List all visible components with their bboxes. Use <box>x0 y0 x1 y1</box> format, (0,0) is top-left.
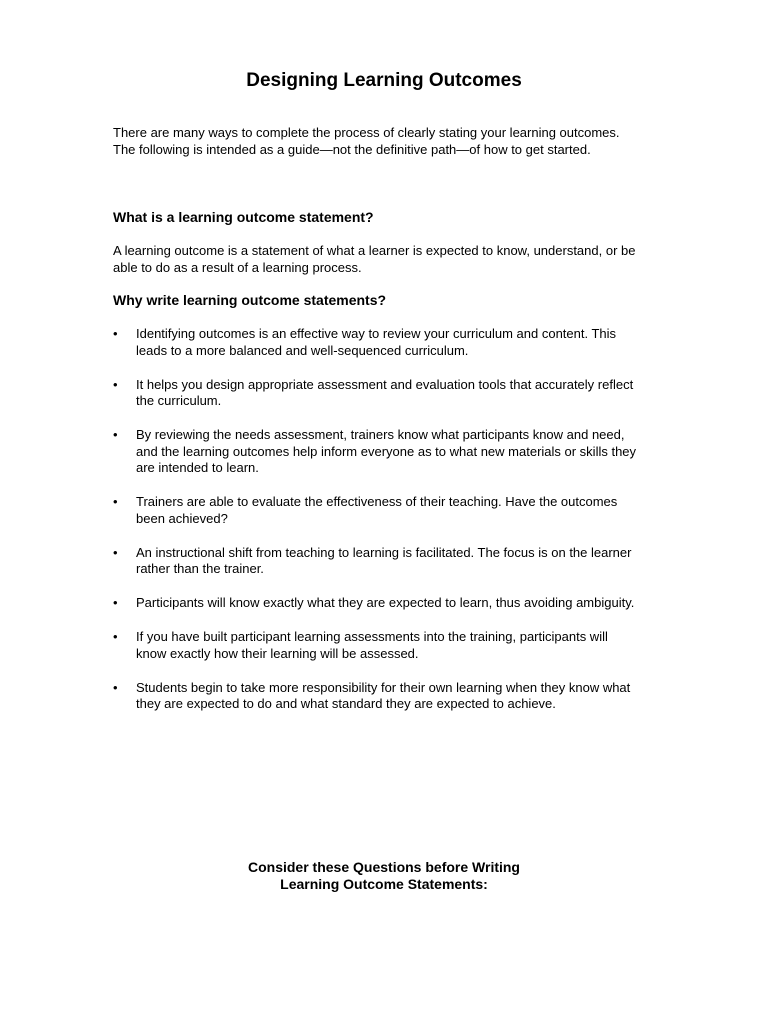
page-title: Designing Learning Outcomes <box>246 70 522 91</box>
list-item <box>113 595 673 612</box>
intro-line: The following is intended as a guide—not the definitive path—of how to get started. <box>113 142 591 157</box>
list-item-line: know exactly how their learning will be assessed. <box>136 645 419 661</box>
bullet-icon: • <box>113 679 118 695</box>
list-item <box>113 326 673 359</box>
closing-heading <box>0 859 768 893</box>
definition-line: A learning outcome is a statement of what a learner is expected to know, understand, or be <box>113 243 636 258</box>
list-item <box>113 545 673 578</box>
intro-paragraph <box>113 124 673 158</box>
bullet-icon: • <box>113 376 118 392</box>
list-item-line: If you have built participant learning assessments into the training, participants will <box>136 629 608 644</box>
section-heading-why: Why write learning outcome statements? <box>113 292 387 308</box>
list-item <box>113 629 673 662</box>
list-item-line: Students begin to take more responsibility for their own learning when they know what <box>136 679 631 695</box>
closing-heading-line: Learning Outcome Statements: <box>280 876 488 892</box>
list-item-line: they are expected to do and what standard they are expected to achieve. <box>136 696 556 711</box>
list-item-line: Trainers are able to evaluate the effectiveness of their teaching. Have the outcomes <box>136 494 618 509</box>
list-item-line: An instructional shift from teaching to learning is facilitated. The focus is on the learner <box>136 544 632 560</box>
bullet-icon: • <box>113 326 118 341</box>
list-item-line: By reviewing the needs assessment, trainers know what participants know and need, <box>136 427 625 442</box>
bullet-icon: • <box>113 629 118 644</box>
bullet-icon: • <box>113 544 118 560</box>
bullet-icon: • <box>113 595 118 610</box>
bullet-icon: • <box>113 427 118 442</box>
bullet-icon: • <box>113 494 118 509</box>
list-item-line: leads to a more balanced and well-sequenced curriculum. <box>136 342 469 358</box>
list-item <box>113 377 673 410</box>
list-item <box>113 680 673 713</box>
list-item-line: Participants will know exactly what they are expected to learn, thus avoiding ambiguity. <box>136 595 635 610</box>
definition-line: able to do as a result of a learning process. <box>113 260 362 275</box>
list-item-line: are intended to learn. <box>136 460 259 475</box>
list-item-line: the curriculum. <box>136 393 222 408</box>
list-item <box>113 427 673 477</box>
intro-line: There are many ways to complete the process of clearly stating your learning outcomes. <box>113 125 620 140</box>
list-item-line: rather than the trainer. <box>136 561 264 576</box>
list-item <box>113 494 673 527</box>
section-heading-what: What is a learning outcome statement? <box>113 209 374 225</box>
list-item-line: It helps you design appropriate assessment and evaluation tools that accurately reflect <box>136 376 634 392</box>
list-item-line: Identifying outcomes is an effective way to review your curriculum and content. This <box>136 326 617 341</box>
list-item-line: and the learning outcomes help inform everyone as to what new materials or skills they <box>136 443 637 459</box>
closing-heading-line: Consider these Questions before Writing <box>247 859 520 875</box>
definition-paragraph <box>113 242 673 276</box>
reasons-bullet-list <box>113 326 673 730</box>
list-item-line: been achieved? <box>136 510 228 526</box>
